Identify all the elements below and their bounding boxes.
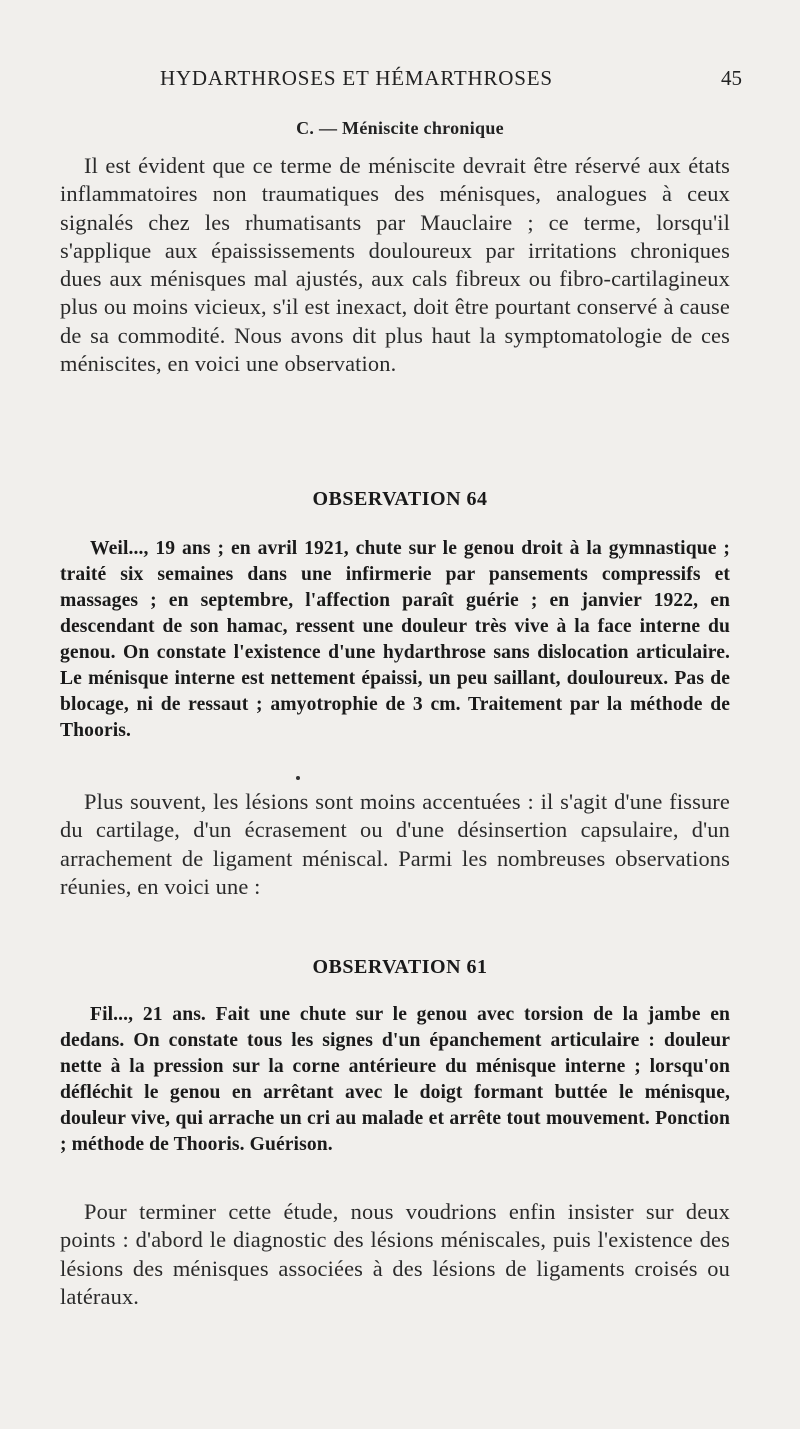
observation-61-title: OBSERVATION 61 xyxy=(312,956,488,978)
paragraph-conclusion: Pour terminer cette étude, nous voudrions enfin insister sur deux points : d'abord le diagnostic des lésions méniscales, puis l'existence des lésions des ménisques associées à des lésions de ligaments croisés ou latéraux. xyxy=(60,1199,730,1309)
dot-mark xyxy=(296,776,300,780)
paragraph-lesions: Plus souvent, les lésions sont moins accentuées : il s'agit d'une fissure du cartilage, d'un écrasement ou d'une désinsertion capsulaire, d'un arrachement de ligament méniscal. Parmi les nombreuses observations réunies, en voici une : xyxy=(60,789,730,899)
observation-64-title: OBSERVATION 64 xyxy=(312,488,488,510)
observation-64-text: Weil..., 19 ans ; en avril 1921, chute sur le genou droit à la gymnastique ; traité six semaines dans une infirmerie par pansements compressifs et massages ; en septembre, l'affection paraît guérie ; en janvier 1922, en descendant de son hamac, ressent une douleur très vive à la face interne du genou. On constate l'existence d'une hydarthrose sans dislocation articulaire. Le ménisque interne est nettement épaissi, un peu saillant, douloureux. Pas de blocage, ni de ressaut ; amyotrophie de 3 cm. Traitement par la méthode de Thooris. xyxy=(60,538,730,741)
running-header xyxy=(60,66,756,96)
observation-61-text: Fil..., 21 ans. Fait une chute sur le genou avec torsion de la jambe en dedans. On constate tous les signes d'un épanchement articulaire : douleur nette à la pression sur la corne antérieure du ménisque interne ; lorsqu'on défléchit le genou en arrêtant avec le doigt formant buttée le ménisque, douleur vive, qui arrache un cri au malade et arrête tout mouvement. Ponction ; méthode de Thooris. Guérison. xyxy=(60,1004,730,1155)
running-title: HYDARTHROSES ET HÉMARTHROSES xyxy=(160,66,553,90)
section-heading: C. — Méniscite chronique xyxy=(296,118,504,138)
paragraph-meniscite: Il est évident que ce terme de méniscite devrait être réservé aux états inflammatoires non traumatiques des ménisques, analogues à ceux signalés chez les rhumatisants par Mauclaire ; ce terme, lorsqu'il s'applique aux épaississements douloureux par irritations chroniques dues aux ménisques mal ajustés, aux cals fibreux ou fibro-cartilagineux plus ou moins vicieux, s'il est inexact, doit être pourtant conservé à cause de sa commodité. Nous avons dit plus haut la symptomatologie de ces méniscites, en voici une observation. xyxy=(60,153,730,377)
page-number: 45 xyxy=(721,66,742,90)
